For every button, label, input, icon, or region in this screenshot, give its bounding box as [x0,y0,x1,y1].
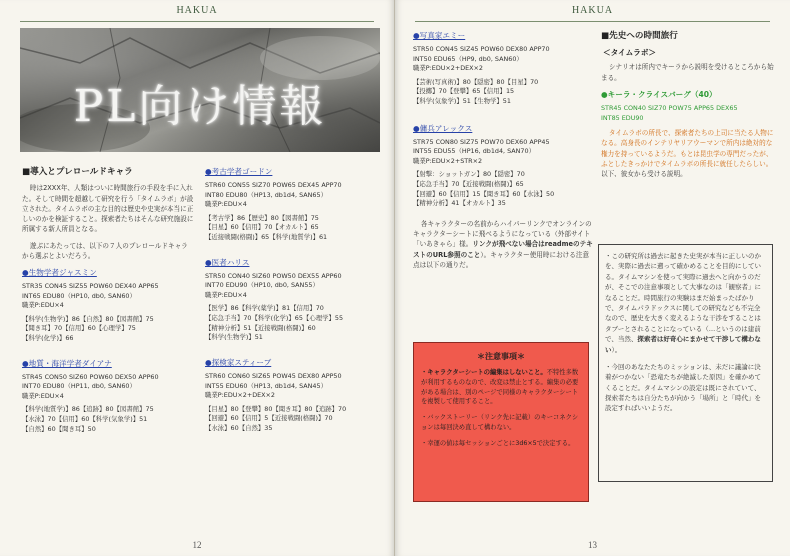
stat-line: INT80 EDU80（HP13, db1d4, SAN65） [205,190,327,199]
npc-harris [205,257,377,343]
stat-line: STR60 CON55 SIZ70 POW65 DEX45 APP70 [205,181,342,189]
skill-line: 【投擲】70【登攀】65【信用】15 [413,87,515,96]
npc-kira-name: ●キーラ・クライスバーグ（40） [601,89,717,99]
stat-line: INT70 EDU80（HP11, db0, SAN60） [22,382,136,391]
skill-line: 【水泳】70【信用】60【科学(気象学)】51 [22,415,148,424]
stat-line: INT55 EDU60（HP13, db1d4, SAN45） [205,381,327,390]
skill-line: 【回避】60【信用】5【近接戦闘(格闘)】70 [205,414,333,423]
skill-line: 【芸術(写真術)】80【隠密】80【目星】70 [413,77,539,86]
intro-paragraph-2: 遊ぶにあたっては、以下の７人のプレロールドキャラから選ぶとよいだろう。 [22,241,188,260]
mid-npc-column [205,166,377,443]
stat-line: STR60 CON60 SIZ65 POW45 DEX80 APP50 [205,371,342,380]
stat-line: INT55 EDU55（HP16, db1d4, SAN70） [413,147,535,156]
running-header-right: HAKUA [571,5,614,16]
hero-title: PL向け情報 [73,81,327,132]
skill-line: 【医学】86【科学(薬学)】81【信用】70 [205,304,324,313]
npc-link-emmy[interactable]: ●写真家エミー [413,31,466,40]
stat-line: INT65 EDU80（HP10, db0, SAN60） [22,291,136,300]
time-lab-subheading: ＜タイムラボ＞ [603,48,657,58]
skill-line: 【回避】60【信用】15【聞き耳】60【水泳】50 [413,189,555,198]
intro-column [22,166,194,443]
caution-title: ＊注意事項＊ [477,352,525,361]
stat-line: STR35 CON45 SIZ55 POW60 DEX40 APP65 [22,281,159,290]
npc-steve [205,357,377,434]
stat-line: STR45 CON50 SIZ60 POW60 DEX50 APP60 [22,372,159,381]
npc-link-alex[interactable]: ●傭兵アレックス [413,123,473,133]
skill-line: 【射撃：ショットガン】80【隠密】70 [413,170,525,179]
stat-line: 職業P:EDU×4 [205,290,247,299]
npc-link-gordon[interactable]: ●考古学者ゴードン [205,167,273,176]
skill-line: 【科学(気象学)】51【生物学】51 [413,97,511,106]
hyperlink-note-bold: リンクが飛べない場合はreadmeのテキストのURL参照のこと [413,240,593,259]
stat-line: 職業P:EDU×2+DEX×2 [413,64,483,73]
stat-line: 職業P:EDU×2+DEX×2 [205,391,275,400]
time-travel-column [601,30,776,185]
hyperlink-note-text: 各キャラクターの名前からハイパーリンクでオンラインのキャラクターシートに飛べるようになっている（外部サイト「いあきゃら」様。 [413,219,592,249]
skill-line: 【応急手当】70【科学(化学)】65【心理学】55 [205,314,344,323]
npc-link-jasmine[interactable]: ●生物学者ジャスミン [22,267,97,277]
caution-item-1 [421,368,581,407]
npc-jasmine [22,267,194,344]
skill-line: 【応急手当】70【近接戦闘(格闘)】65 [413,180,524,189]
time-travel-intro: シナリオは所内でキーラから説明を受けるところから始まる。 [601,63,774,82]
kira-description-tail: 以下、彼女から受ける説明。 [601,169,687,178]
npc-link-harris[interactable]: ●医者ハリス [205,257,250,267]
npc-link-diana[interactable]: ●地質・海洋学者ダイアナ [22,358,112,368]
intro-heading: ■導入とプレロールドキャラ [22,167,133,177]
header-rule-right [415,21,770,22]
header-rule-left [20,21,374,22]
intro-paragraph-1: 時は2XXX年、人類はついに時間旅行の手段を手に入れた。そして時間を超越して研究を行う「タイムラボ」が設立された。タイムラボの主な目的は歴史や史実が本当に正しいのかを検証すること。探索者たちはそんな研究施設に所属する新人所員となる。 [22,184,194,234]
skill-line: 【科学(生物学)】86【自然】80【図書館】75 [22,314,154,323]
stat-line: STR50 CON45 SIZ45 POW60 DEX80 APP70 [413,45,550,53]
stat-line: INT50 EDU65（HP9, db0, SAN60） [413,54,523,63]
caution-item-1-bold: ・キャラクターシートの編集はしないこと。 [421,369,547,376]
briefing-box [598,244,773,482]
skill-line: 【科学(生物学)】51 [205,333,263,342]
skill-line: 【聞き耳】70【信用】60【心理学】75 [22,324,136,333]
npc-kira-stat: INT85 EDU90 [601,113,644,122]
skill-line: 【目星】60【信用】70【オカルト】65 [205,223,319,232]
briefing-item-1-end: ）。 [611,345,622,354]
npc-kira-stat: STR45 CON40 SIZ70 POW75 APP65 DEX65 [601,103,738,112]
skill-line: 【近接戦闘(格闘)】65【科学(地質学)】61 [205,233,328,242]
skill-line: 【精神分析】51【近接戦闘(格闘)】60 [205,323,316,332]
skill-line: 【精神分析】41【オカルト】35 [413,199,506,208]
stat-line: 職業P:EDU×4 [22,301,64,310]
stat-line: STR75 CON80 SIZ75 POW70 DEX60 APP45 [413,137,550,146]
briefing-item-1-text: ・この研究所は過去に起きた史実が本当に正しいのかを、実際に過去に遡って確かめることを目的にしている。タイムマシンを使って実際に過去へと向かうのだが、そこでの注意事項として大事なのは「観察者」になることだ。時間旅行の実験はまだ始まったばかりで、タイムパラドックスに関しての研究なども不完全なので、歴史を大きく変えるような干渉をすることはタブーとされることになっている（…というのは建前で、当然、 [605,252,761,344]
time-travel-heading: ■先史への時間旅行 [601,31,678,41]
stat-line: INT70 EDU90（HP10, db0, SAN55） [205,281,319,290]
skill-line: 【科学(化学)】66 [22,334,74,343]
briefing-item-1-bold: 探索者は好奇心にまかせて干渉して構わない [605,335,761,354]
npc-emmy [413,30,593,107]
briefing-item-2: ・今回のあなたたちのミッションは、未だに議論に決着がつかない「恐竜たちが絶滅した原因」を確かめてくることだ。タイムマシンの設定は既にされていて、探索者たちは自分たちが向かう「場所」と「時代」を設定すればいいようだ。 [605,362,761,413]
caution-item-2: ・バックストーリー（リンク先に記載）のキーコネクションは毎回決め直して構わない。 [421,414,579,431]
npc-link-steve[interactable]: ●探検家スティーブ [205,357,272,367]
page-number-right: 13 [588,540,597,550]
hyperlink-note-text-end: ）。キャラクター使用時における注意点は以下の通りだ。 [413,250,590,269]
npc-gordon [205,166,377,243]
page-number-left: 12 [192,540,202,550]
caution-item-1-text: 不特性多数が利用するものなので、改変は禁止とする。編集の必要がある場合は、別のページで同様のキャラクターシートを複製して使用すること。 [421,369,579,406]
skill-line: 【自然】60【聞き耳】50 [22,424,96,433]
hyperlink-note [413,219,593,270]
right-npc-column [413,30,593,276]
kira-description [601,128,776,179]
stat-line: 職業P:EDU×4 [205,200,247,209]
skill-line: 【目星】80【登攀】80【聞き耳】80【追跡】70 [205,404,347,413]
skill-line: 【水泳】60【自然】35 [205,423,273,432]
running-header-left: HAKUA [176,5,218,16]
skill-line: 【科学(地質学)】86【追跡】80【図書館】75 [22,405,154,414]
hero-banner [20,28,380,152]
skill-line: 【考古学】86【歴史】80【図書館】75 [205,213,319,222]
caution-item-3: ・幸運の値は毎セッションごとに3d6×5で決定する。 [421,439,575,447]
stat-line: STR50 CON40 SIZ60 POW50 DEX55 APP60 [205,271,342,280]
kira-description-highlight: タイムラボの所長で、探索者たちの上司に当たる人物になる。高身長のインテリヤリアウーマンで所内は絶対的な権力を持っているようだ。もとは昆虫学の専門だったが、ふとしたきっかけでタイムラボの所長に就任したらしい。 [601,129,774,168]
stat-line: 職業P:EDU×2+STR×2 [413,156,483,165]
npc-diana [22,358,194,435]
npc-alex [413,123,593,209]
caution-box [413,342,589,502]
briefing-item-1 [605,251,766,355]
stat-line: 職業P:EDU×4 [22,391,64,400]
